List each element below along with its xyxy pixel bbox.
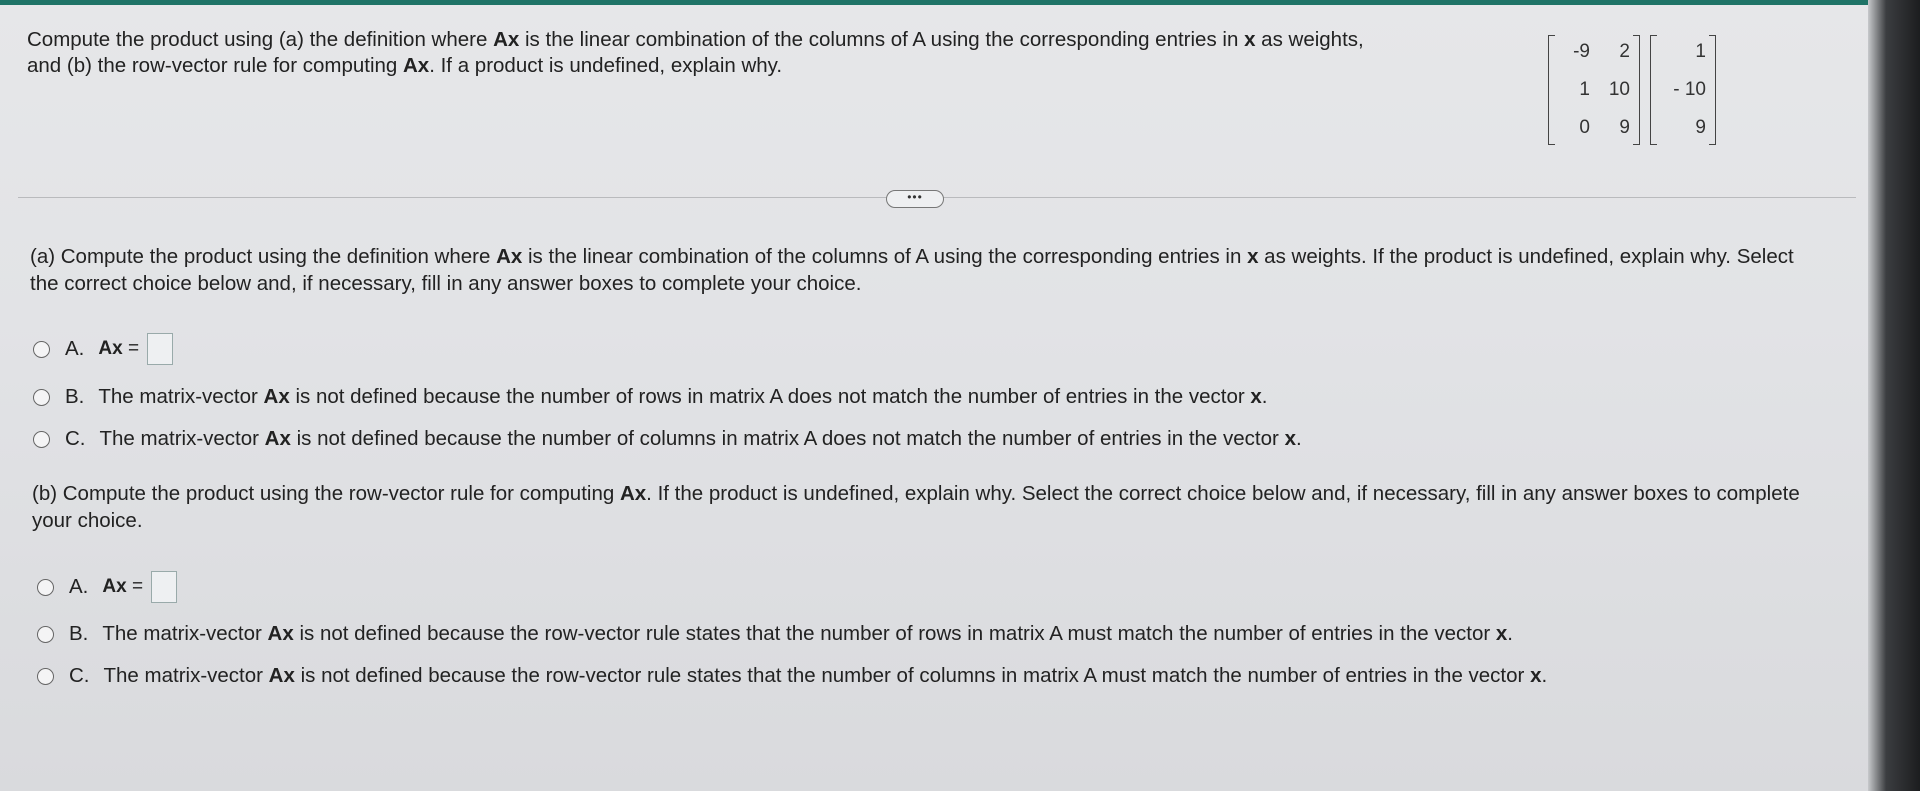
part-b-choice-c[interactable]: [37, 664, 1547, 688]
answer-box[interactable]: [147, 333, 173, 365]
part-b-prompt: [32, 480, 1862, 534]
matrix-a-entry: 10: [1608, 79, 1630, 100]
vector-x: [1650, 35, 1716, 145]
choice-text: The matrix-vector Ax is not defined because the number of rows in matrix A does not match the number of entries in the vector x.: [98, 385, 1268, 408]
math-symbol: Ax: [619, 482, 647, 505]
choice-text: The matrix-vector Ax is not defined because the row-vector rule states that the number of columns in matrix A must match the number of entries in the vector x.: [103, 664, 1548, 687]
part-b-prompt-line-2: your choice.: [32, 509, 143, 532]
choice-letter: C.: [69, 664, 90, 687]
choice-text: Ax =: [102, 576, 144, 597]
radio-button[interactable]: [37, 626, 54, 643]
math-symbol: x: [1244, 28, 1256, 51]
vector-x-entry: 9: [1695, 117, 1706, 138]
choice-text: The matrix-vector Ax is not defined because the number of columns in matrix A does not match the number of entries in the vector x.: [99, 427, 1302, 450]
radio-button[interactable]: [33, 431, 50, 448]
screen-edge: [1868, 0, 1920, 791]
choice-text: Ax =: [98, 338, 140, 359]
math-symbol: x: [1247, 245, 1259, 268]
math-symbol: Ax: [263, 385, 290, 408]
math-symbol: Ax: [267, 622, 294, 645]
matrix-a-entry: -9: [1573, 41, 1590, 62]
math-symbol: Ax: [496, 245, 523, 268]
part-b-choice-a[interactable]: [37, 571, 177, 603]
part-a-prompt-line-1: (a) Compute the product using the definition where Ax is the linear combination of the columns of A using the corresponding entries in x as weights. If the product is undefined, explain why. Select: [30, 245, 1794, 268]
matrix-a: [1548, 35, 1640, 145]
expand-more-button[interactable]: •••: [886, 190, 944, 208]
math-symbol: Ax: [268, 664, 295, 687]
choice-letter: C.: [65, 427, 86, 450]
math-symbol: Ax: [403, 54, 430, 77]
radio-button[interactable]: [33, 341, 50, 358]
choice-letter: B.: [65, 385, 85, 408]
radio-button[interactable]: [37, 668, 54, 685]
math-symbol: Ax: [493, 28, 520, 51]
choice-letter: A.: [65, 337, 85, 360]
question-line-1: Compute the product using (a) the definition where Ax is the linear combination of the columns of A using the corresponding entries in x as weights,: [27, 28, 1364, 51]
matrix-expression: [1548, 35, 1716, 145]
part-a-choice-b[interactable]: [33, 385, 1267, 409]
math-symbol: x: [1250, 385, 1262, 408]
radio-button[interactable]: [37, 579, 54, 596]
question-statement: [27, 27, 1447, 79]
choice-letter: A.: [69, 575, 89, 598]
math-symbol: x: [1495, 622, 1508, 645]
choice-text: The matrix-vector Ax is not defined because the row-vector rule states that the number of rows in matrix A must match the number of entries in the vector x.: [102, 622, 1513, 645]
answer-box[interactable]: [151, 571, 177, 603]
part-a-choice-a[interactable]: [33, 333, 173, 365]
matrix-a-entry: 1: [1579, 79, 1590, 100]
part-b-choice-b[interactable]: [37, 622, 1513, 646]
matrix-a-entry: 2: [1619, 41, 1630, 62]
choice-letter: B.: [69, 622, 89, 645]
matrix-a-entry: 0: [1579, 117, 1590, 138]
question-line-2: and (b) the row-vector rule for computing Ax. If a product is undefined, explain why.: [27, 54, 783, 77]
part-a-prompt: [30, 243, 1860, 297]
math-symbol: x: [1284, 427, 1296, 450]
radio-button[interactable]: [33, 389, 50, 406]
math-symbol: x: [1530, 664, 1542, 687]
math-symbol: Ax: [102, 576, 127, 597]
vector-x-entry: 1: [1695, 41, 1706, 62]
vector-x-entry: - 10: [1673, 79, 1706, 100]
matrix-a-entry: 9: [1619, 117, 1630, 138]
part-a-choice-c[interactable]: [33, 427, 1302, 451]
question-panel: [0, 5, 1868, 791]
part-a-prompt-line-2: the correct choice below and, if necessary, fill in any answer boxes to complete your choice.: [30, 272, 862, 295]
math-symbol: Ax: [98, 338, 123, 359]
part-b-prompt-line-1: (b) Compute the product using the row-vector rule for computing Ax. If the product is undefined, explain why. Select the correct choice below and, if necessary, fill in any answer boxes to complete: [32, 482, 1800, 505]
math-symbol: Ax: [264, 427, 291, 450]
